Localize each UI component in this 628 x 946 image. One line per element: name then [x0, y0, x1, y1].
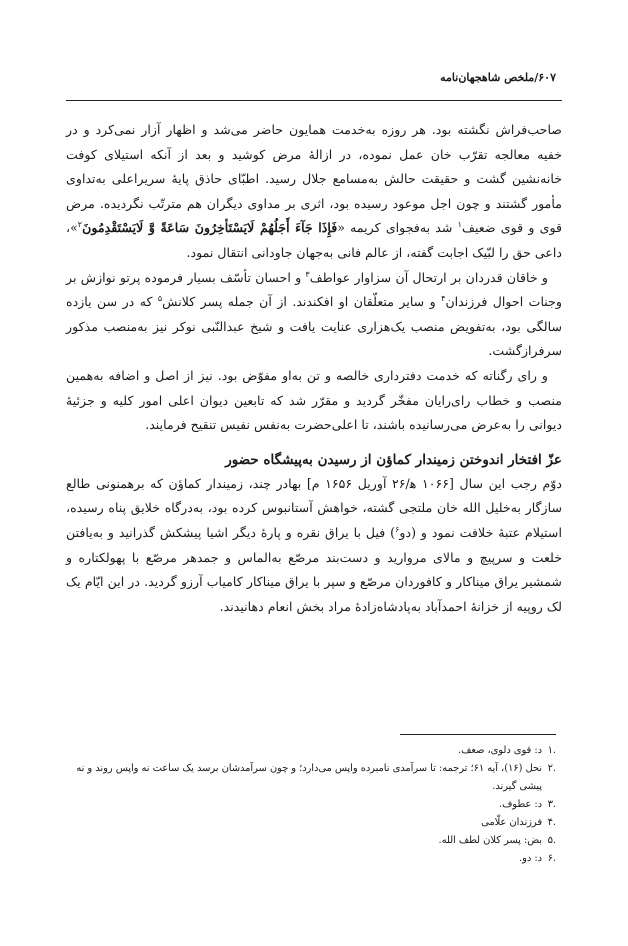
paragraph-1: صاحب‌فراش نگشته بود. هر روزه به‌خدمت همایون حاضر می‌شد و اظهار آزار نمی‌کرد و در خفیه معالجه تقرّب خان عمل نموده، در ازالهٔ مرض کوشید و بعد از آنکه استیلای کوفت خانه‌نشین گشت و حقیقت حالش به‌مسامع جلال رسید. اطبّای حاذق پایهٔ سریراعلی به‌تداوی مأمور گشتند و چون اجل موعود رسیده بود، اثری بر مداوی دیگران هم مترتّب نگردیده. مرض قوی و قوی ضعیف$^۱$ شد به‌فجوای کریمه «فَإِذَا جَآءَ أَجَلُهُمْ لَایَسْتَأخِرُونَ سَاعَةً وَّ لَایَسْتَقْدِمُونَ$^۲$»، داعی حق را لبّیک اجابت گفته، از عالم فانی به‌جهان جاودانی انتقال نمود. [66, 122, 562, 260]
footnote-ref-5: ۵ [157, 293, 163, 303]
footnote-item: .۶ د: دو. [519, 853, 556, 864]
footnote-ref-3: ۳ [305, 269, 310, 279]
footnote-item: .۳ د: عطوف. [499, 799, 556, 810]
footnote-item: .۵ بض: پسر کلان لطف الله. [438, 835, 556, 846]
footnote-item: .۱ د: قوی دلوی، صعف. [458, 745, 556, 756]
footnotes [70, 742, 556, 868]
paragraph-2: و خاقان قدردان بر ارتحال آن سزاوار عواطف$^۳$ و احسان تأسّف بسیار فرموده پرتو نوازش بر وجنات احوال فرزندان$^۴$ و سایر متعلّقان او افکندند. از آن جمله پسر کلانش$^۵$ که در سن یازده سالگی بود، به‌تفویض منصب یک‌هزاری عنایت یافت و شیخ عبدالنّبی نوکر نیز به‌منصب مذکور سرفرازگشت. [66, 269, 562, 359]
footnote-rule [400, 734, 556, 735]
header-rule [66, 100, 562, 101]
paragraph-4: دوّم رجب این سال [۱۰۶۶ ه‍/۲۶ آوریل ۱۶۵۶ م] بهادر چند، زمیندار کماؤن که برهمنونی طالع سازگار به‌خلیل الله خان ملتجی گشته، خواهش آستانبوس کرده بود، به‌درگاه خلایق پناه رسیده، استیلام عتبهٔ خلافت نمود و (دو$^۶$) فیل با یراق نقره و پارهٔ دیگر اشیا پیشکش گذرانید و به‌یافتن خلعت و سرپیچ و مالای مروارید و دست‌بند مرصّع به‌الماس و جمدهر مرصّع با پهولکتاره و شمشیر یراق میناکار و کافوردان مرصّع و سپر با یراق میناکار کامیاب آرزو گردید. در این ایّام یک لک روپیه از خزانهٔ احمدآباد به‌پادشاه‌زادهٔ مراد بخش انعام دهانیدند. [66, 475, 562, 614]
section-heading: عزّ افتخار اندوختن زمیندار کماؤن از رسیدن به‌پیشگاه حضور [225, 451, 562, 468]
footnote-ref-4: ۴ [441, 293, 446, 303]
paragraph-3: و رای رگناته که خدمت دفترداری خالصه و تن به‌او مفوّض بود. نیز از اصل و اضافه به‌همین منصب و خطاب رای‌رایان مفخّر گردید و مقرّر شد که تابعین دیوان اعلی امور کلیه و جزئیهٔ دیوانی را به‌عرض می‌رسانیده باشند، تا اعلی‌حضرت به‌نفس نفیس تنقیح فرمایند. [66, 367, 562, 433]
footnote-item: .۲ نحل (۱۶)، آیه ۶۱؛ ترجمه: تا سرآمدی نامبرده واپس می‌دارد؛ و چون سرآمدشان برسد یک ساعت نه واپس روند و نه پیشی گیرند. [76, 763, 556, 792]
footnote-ref-2: ۲ [77, 220, 83, 230]
running-header: ۶۰۷/ملخص شاهجهان‌نامه [440, 71, 556, 84]
footnote-ref-6: ۶ [395, 524, 400, 534]
footnote-ref-1: ۱ [457, 220, 462, 230]
footnote-item: .۴ فرزندان علّامی [481, 817, 556, 828]
main-text [66, 118, 562, 619]
quran-verse: فَإِذَا جَآءَ أَجَلُهُمْ لَایَسْتَأخِرُونَ سَاعَةً وَّ لَایَسْتَقْدِمُونَ [82, 220, 338, 236]
